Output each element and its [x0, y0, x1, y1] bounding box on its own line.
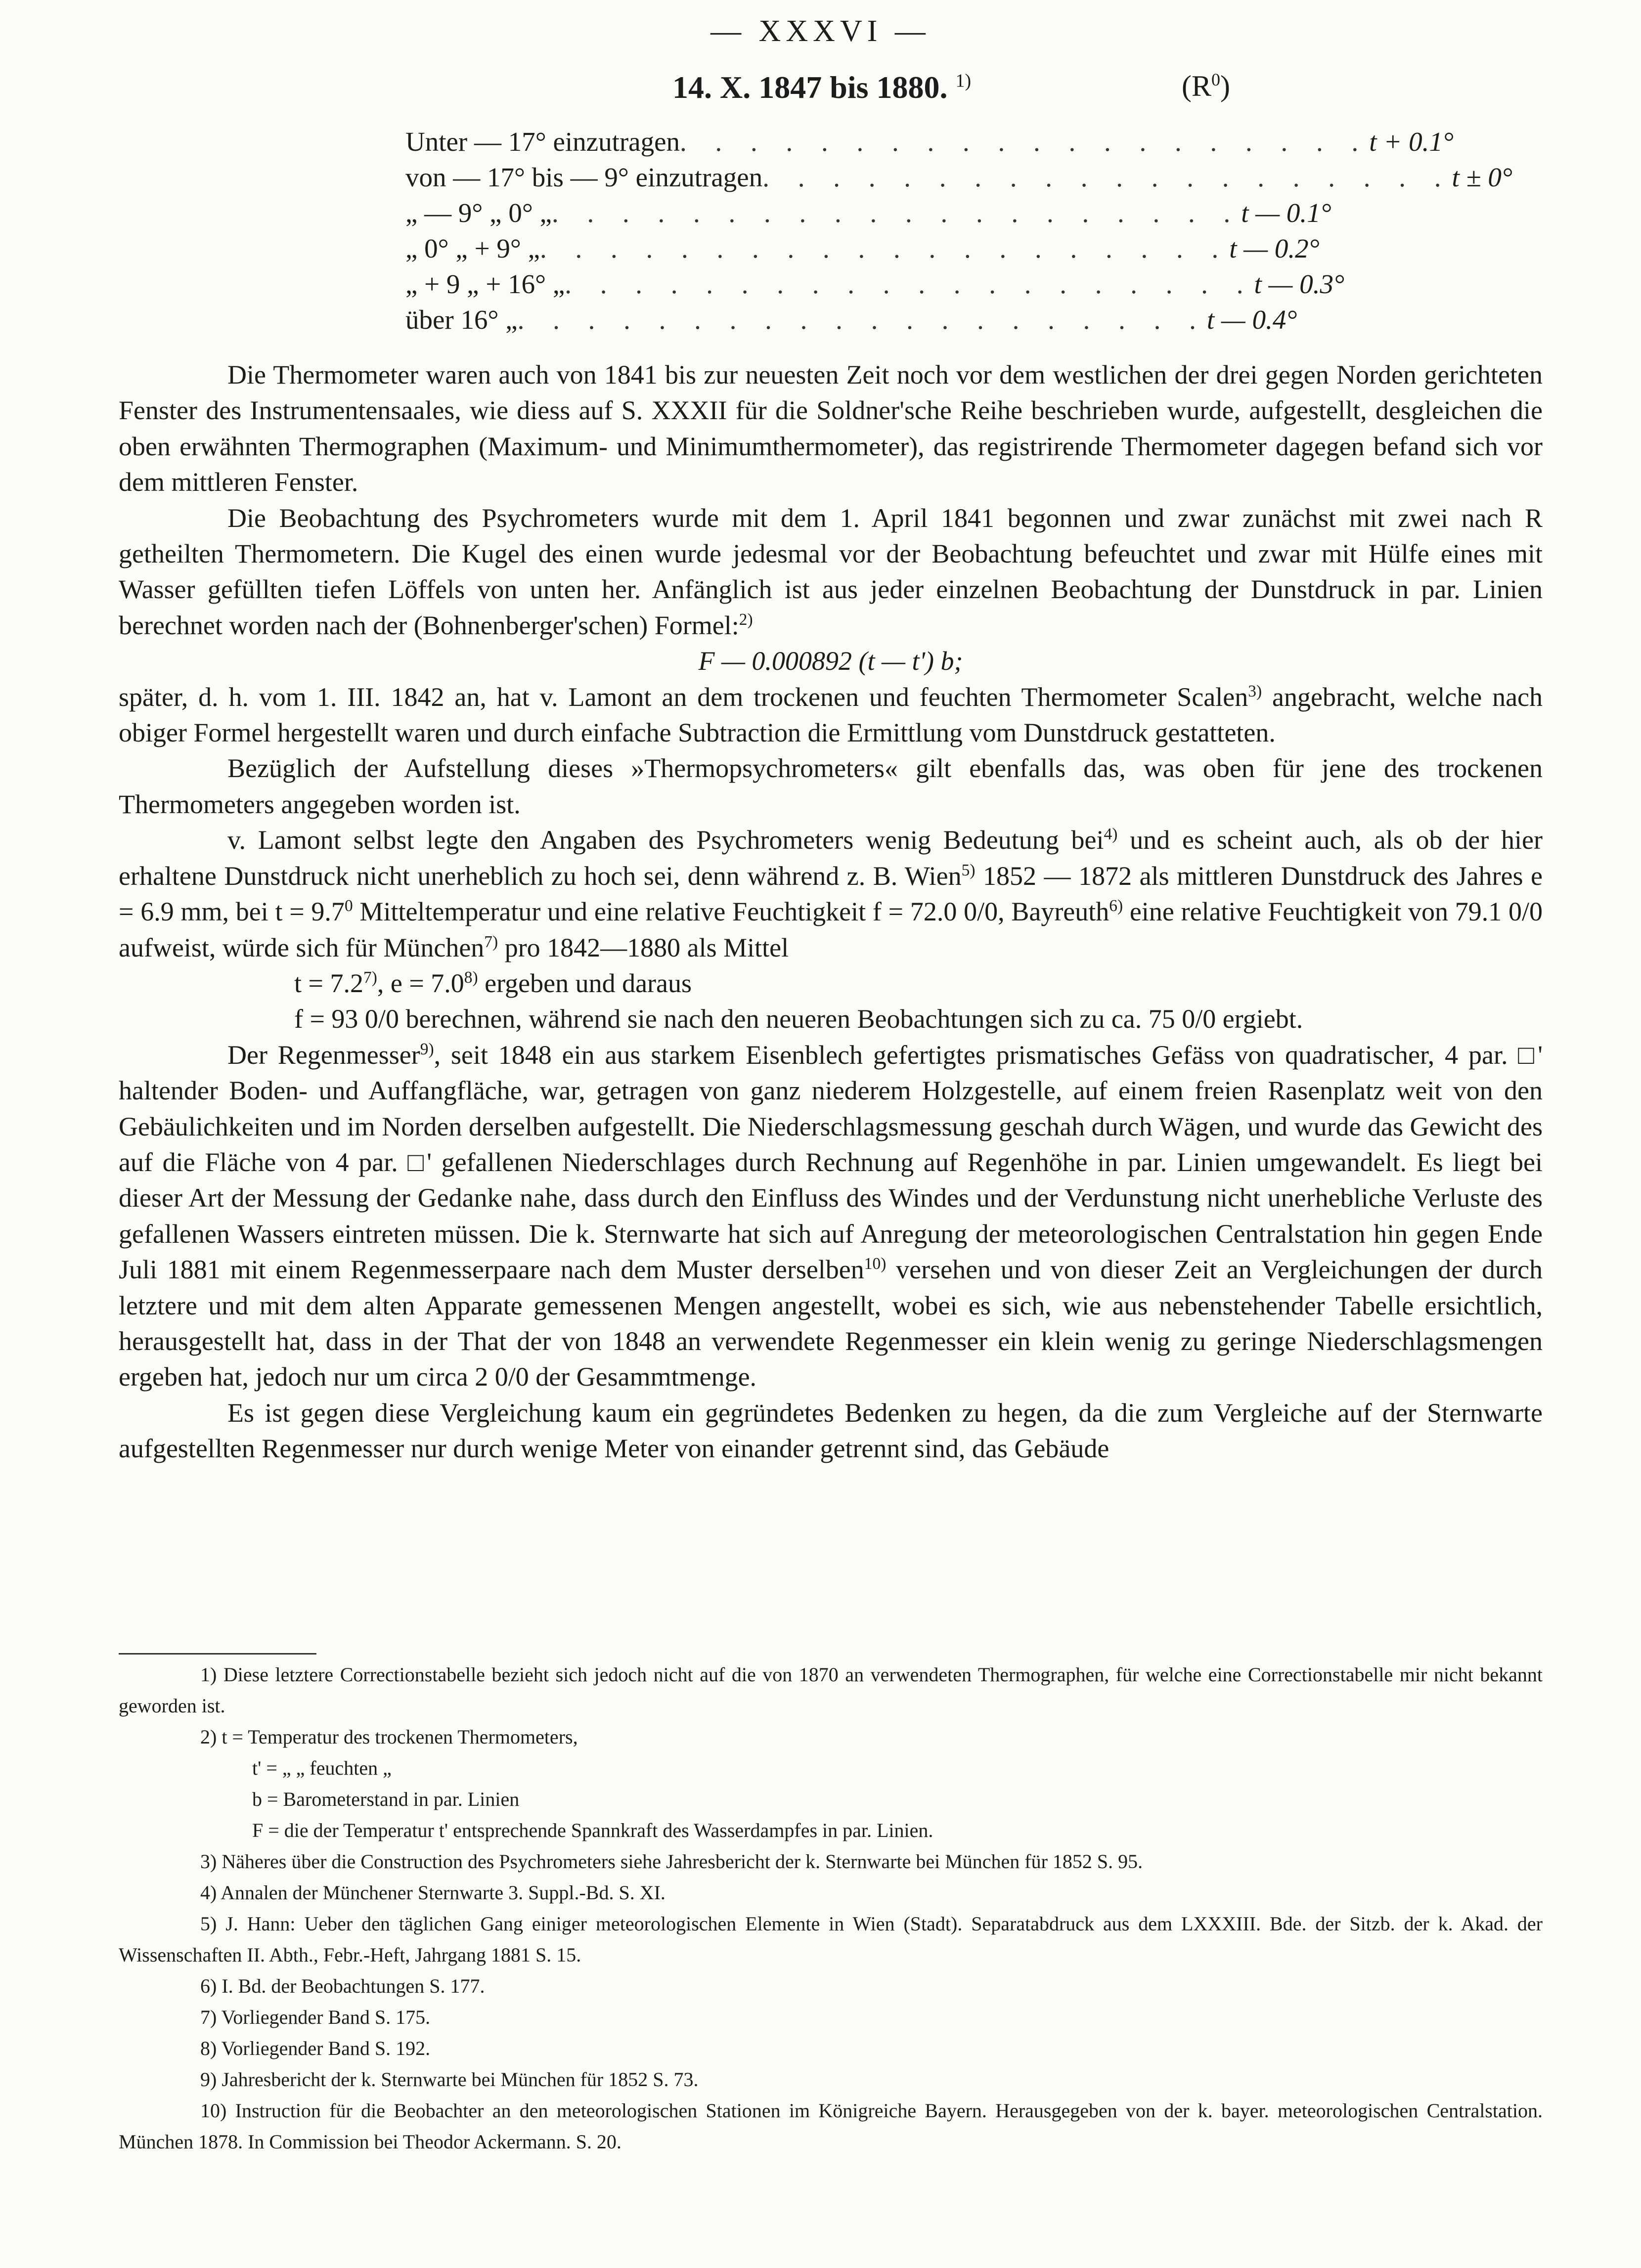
paragraph [119, 822, 1543, 965]
correction-value: t ± 0° [1452, 162, 1512, 192]
footnote-ref: 7) [363, 968, 377, 987]
footnote: 1) Diese letztere Correctionstabelle bezieht sich jedoch nicht auf die von 1870 an verwendeten Thermographen, für welche eine Correctionstabelle mir nicht bekannt geworden ist. [119, 1663, 1543, 1717]
footnote: 9) Jahresbericht der k. Sternwarte bei München für 1852 S. 73. [200, 2068, 699, 2091]
paragraph-text: v. Lamont selbst legte den Angaben des Psychrometers wenig Bedeutung bei [227, 825, 1104, 855]
paragraph-text: Mitteltemperatur und eine relative Feuchtigkeit f = 72.0 0/0, Bayreuth [353, 897, 1109, 927]
footnote: 2) t = Temperatur des trockenen Thermometers, [200, 1726, 578, 1748]
paragraph-text: Die Beobachtung des Psychrometers wurde mit dem 1. April 1841 begonnen und zwar zunächst mit zwei nach R getheilten Thermometern. Die Kugel des einen wurde jedesmal vor der Beobachtung befeuchtet und zwar mit Hülfe eines mit Wasser gefüllten tiefen Löffels von unten her. Anfänglich ist aus jeder einzelnen Beobachtung der Dunstdruck in par. Linien berechnet worden nach der (Bohnenberger'schen) Formel: [119, 503, 1543, 640]
paragraph [119, 1037, 1543, 1395]
paragraph: f = 93 0/0 berechnen, während sie nach den neueren Beobachtungen sich zu ca. 75 0/0 ergiebt. [294, 1004, 1303, 1034]
paragraph-text: später, d. h. vom 1. III. 1842 an, hat v. Lamont an dem trockenen und feuchten Thermometer Scalen [119, 682, 1248, 712]
correction-range: „ + 9 „ + 16° „ [405, 269, 565, 299]
section-footnote-ref: 1) [955, 70, 972, 91]
paragraph: Die Thermometer waren auch von 1841 bis zur neuesten Zeit noch vor dem westlichen der drei gegen Norden gerichteten Fenster des Instrumentensaales, wie diess auf S. XXXII für die Soldner'sche Reihe beschrieben wurde, aufgestellt, desgleichen die oben erwähnten Thermographen (Maximum- und Minimumthermometer), das registrirende Thermometer dagegen befand sich vor dem mittleren Fenster. [119, 360, 1543, 497]
footnote-ref: 4) [1104, 825, 1118, 844]
leader-dots: . . . . . . . . . . . . . . . . . . . . [565, 269, 1254, 299]
unit-label [1182, 69, 1230, 103]
correction-range: über 16° „ [405, 305, 518, 335]
correction-row [405, 304, 1297, 340]
footnote-ref: 2) [739, 610, 753, 629]
footnotes [119, 1659, 1543, 2157]
leader-dots: . . . . . . . . . . . . . . . . . . . . [762, 162, 1452, 192]
correction-range: Unter — 17° einzutragen [405, 127, 680, 157]
correction-row [405, 126, 1454, 162]
footnote: 10) Instruction für die Beobachter an den meteorologischen Stationen im Königreiche Bayern. Herausgegeben von der k. bayer. meteorologischen Centralstation. München 1878. In Commission bei Theodor Ackermann. S. 20. [119, 2099, 1543, 2153]
footnote-separator [119, 1653, 316, 1655]
paragraph-text: pro 1842—1880 als Mittel [498, 932, 789, 962]
paragraph: Bezüglich der Aufstellung dieses »Thermopsychrometers« gilt ebenfalls das, was oben für jene des trockenen Thermometers angegeben worden ist. [119, 753, 1543, 819]
section-title [672, 69, 971, 106]
correction-value: t — 0.2° [1229, 233, 1320, 263]
footnote-ref: 5) [961, 861, 976, 879]
page-number: — XXXVI — [710, 14, 931, 48]
footnote-subline: t' = „ „ feuchten „ [252, 1757, 392, 1779]
leader-dots: . . . . . . . . . . . . . . . . . . . . [680, 127, 1370, 157]
leader-dots: . . . . . . . . . . . . . . . . . . . . [517, 305, 1207, 335]
footnote-subline: F = die der Temperatur t' entsprechende Spannkraft des Wasserdampfes in par. Linien. [252, 1819, 933, 1841]
footnote: 7) Vorliegender Band S. 175. [200, 2006, 431, 2028]
paragraph-text: , seit 1848 ein aus starkem Eisenblech gefertigtes prismatisches Gefäss von quadratischer, 4 par. □' haltender Boden- und Auffangfläche, war, getragen von ganz niederem Holzgestelle, auf einem freien Rasenplatz weit von den Gebäulichkeiten und im Norden derselben aufgestellt. Die Niederschlagsmessung geschah durch Wägen, und wurde das Gewicht des auf die Fläche von 4 par. □' gefallenen Niederschlages durch Rechnung auf Regenhöhe in par. Linien umgewandelt. Es liegt bei dieser Art der Messung der Gedanke nahe, dass durch den Einfluss des Windes und der Verdunstung nicht unerhebliche Verluste des gefallenen Wassers eintreten müssen. Die k. Sternwarte hat sich auf Anregung der meteorologischen Centralstation hin gegen Ende Juli 1881 mit einem Regenmesserpaare nach dem Muster derselben [119, 1040, 1543, 1285]
correction-range: „ — 9° „ 0° „ [405, 198, 552, 228]
paragraph [119, 965, 1543, 1001]
correction-row [405, 268, 1344, 304]
leader-dots: . . . . . . . . . . . . . . . . . . . . [551, 198, 1242, 228]
footnote: 6) I. Bd. der Beobachtungen S. 177. [200, 1975, 485, 1997]
footnote-ref: 10) [864, 1255, 887, 1273]
leader-dots: . . . . . . . . . . . . . . . . . . . . [540, 233, 1230, 263]
paragraph [119, 679, 1543, 751]
footnote-ref: 3) [1248, 682, 1262, 700]
paragraph-text: 1852 — 1872 als mittleren Dunstdruck des Jahres e = 6.9 mm, bei t = 9.7 [119, 861, 1543, 927]
correction-table [405, 126, 1512, 340]
paragraph-text: Der Regenmesser [227, 1040, 420, 1070]
correction-value: t — 0.3° [1254, 269, 1344, 299]
paragraph-text: ergeben und daraus [478, 968, 692, 998]
section-title-text: 14. X. 1847 bis 1880. [672, 70, 948, 105]
correction-row [405, 233, 1320, 268]
paragraph-text: angebracht, welche nach obiger Formel hergestellt waren und durch einfache Subtraction die Ermittlung vom Dunstdruck gestatteten. [119, 682, 1543, 748]
paragraph: Es ist gegen diese Vergleichung kaum ein gegründetes Bedenken zu hegen, da die zum Vergleiche auf der Sternwarte aufgestellten Regenmesser nur durch wenige Meter von einander getrennt sind, das Gebäude [119, 1397, 1543, 1464]
footnote: 4) Annalen der Münchener Sternwarte 3. Suppl.-Bd. S. XI. [200, 1881, 665, 1904]
paragraph [119, 500, 1543, 644]
paragraph-text: eine relative Feuchtigkeit von 79.1 0/0 aufweist, würde sich für München [119, 897, 1543, 962]
paragraph-text: , e = 7.0 [377, 968, 464, 998]
unit-label-text: (R [1182, 70, 1211, 102]
correction-range: von — 17° bis — 9° einzutragen [405, 162, 763, 192]
paragraph-text: versehen und von dieser Zeit an Vergleichungen der durch letztere und mit dem alten Apparate gemessenen Mengen angestellt, wobei es sich, wie aus nebenstehender Tabelle ersichtlich, herausgestellt hat, dass in der That der von 1848 an verwendete Regenmesser ein klein wenig zu geringe Niederschlagsmengen ergeben hat, jedoch nur um circa 2 0/0 der Gesammtmenge. [119, 1255, 1543, 1392]
footnote-ref: 9) [420, 1040, 434, 1058]
formula-text: F — 0.000892 (t — t') b; [698, 646, 963, 676]
footnote-ref: 6) [1109, 897, 1123, 916]
correction-row [405, 162, 1512, 197]
footnote: 5) J. Hann: Ueber den täglichen Gang einiger meteorologischen Elemente in Wien (Stadt). Separatabdruck aus dem LXXXIII. Bde. der Sitzb. der k. Akad. der Wissenschaften II. Abth., Febr.-Heft, Jahrgang 1881 S. 15. [119, 1913, 1543, 1966]
degree-sup: 0 [344, 897, 353, 916]
footnote: 3) Näheres über die Construction des Psychrometers siehe Jahresbericht der k. Sternwarte bei München für 1852 S. 95. [200, 1850, 1143, 1873]
correction-row [405, 197, 1331, 233]
footnote-ref: 8) [464, 968, 478, 987]
correction-range: „ 0° „ + 9° „ [405, 233, 540, 263]
unit-label-close: ) [1220, 70, 1230, 102]
correction-value: t — 0.4° [1206, 305, 1297, 335]
footnote: 8) Vorliegender Band S. 192. [200, 2037, 431, 2059]
footnote-subline: b = Barometerstand in par. Linien [252, 1788, 520, 1810]
paragraph-text: und es scheint auch, als ob der hier erhaltene Dunstdruck nicht unerheblich zu hoch sei, denn während z. B. Wien [119, 825, 1543, 891]
unit-label-sup: 0 [1211, 70, 1220, 89]
formula [119, 643, 1543, 679]
correction-value: t — 0.1° [1241, 198, 1331, 228]
paragraph-text: t = 7.2 [294, 968, 363, 998]
body-text [119, 357, 1543, 1467]
correction-value: t + 0.1° [1369, 127, 1454, 157]
footnote-ref: 7) [484, 932, 498, 951]
